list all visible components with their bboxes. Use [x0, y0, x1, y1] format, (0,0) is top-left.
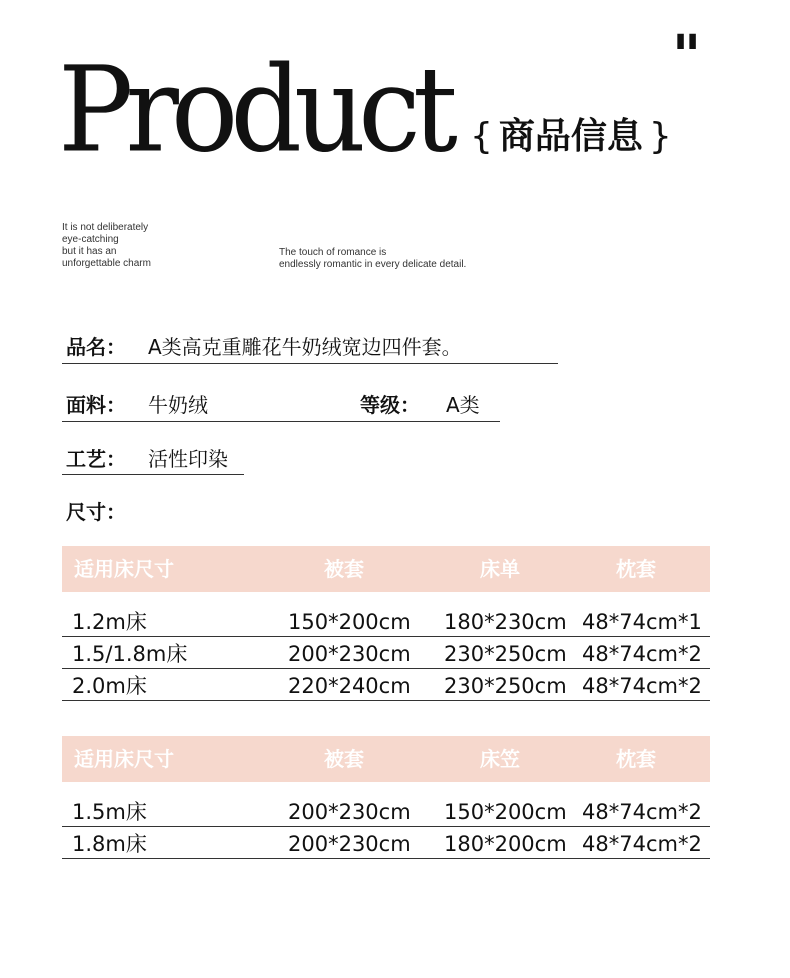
table-header-cell: 床单: [480, 557, 520, 581]
table-cell: 200*230cm: [288, 642, 411, 666]
table-header-cell: 适用床尺寸: [74, 747, 174, 771]
size-table-2-header: [62, 736, 710, 782]
divider: [62, 474, 244, 475]
tagline-line: endlessly romantic in every delicate detail.: [279, 259, 467, 270]
page-title: Product: [58, 42, 450, 180]
table-cell: 150*200cm: [444, 800, 567, 824]
tagline-right: [279, 247, 466, 271]
brace-open: {: [470, 116, 493, 157]
table-cell: 48*74cm*1: [582, 610, 702, 634]
table-cell: 220*240cm: [288, 674, 411, 698]
fabric-value: 牛奶绒: [148, 393, 208, 417]
craft-value: 活性印染: [148, 447, 228, 471]
tagline-line: but it has an: [62, 246, 117, 257]
subtitle-text: 商品信息: [498, 116, 643, 157]
table-row: [62, 669, 710, 701]
table-cell: 200*230cm: [288, 832, 411, 856]
tagline-left: [62, 222, 151, 270]
table-cell: 48*74cm*2: [582, 800, 702, 824]
table-cell: 1.5/1.8m床: [72, 642, 188, 666]
table-cell: 180*230cm: [444, 610, 567, 634]
table-row: [62, 637, 710, 669]
size-table-1-header: [62, 546, 710, 592]
table-row: [62, 795, 710, 827]
table-cell: 150*200cm: [288, 610, 411, 634]
name-label: 品名：: [66, 335, 126, 359]
table-header-cell: 被套: [324, 747, 364, 771]
table-header-cell: 枕套: [616, 747, 656, 771]
subtitle: [470, 108, 672, 159]
table-cell: 1.2m床: [72, 610, 147, 634]
tagline-line: eye-catching: [62, 234, 119, 245]
grade-value: A类: [446, 393, 480, 417]
craft-label: 工艺：: [66, 447, 126, 471]
table-header-cell: 被套: [324, 557, 364, 581]
table-cell: 2.0m床: [72, 674, 147, 698]
table-cell: 230*250cm: [444, 674, 567, 698]
brace-close: }: [648, 116, 672, 157]
fabric-label: 面料：: [66, 393, 126, 417]
divider: [62, 421, 500, 422]
quote-mark: ": [672, 23, 702, 89]
tagline-line: It is not deliberately: [62, 222, 149, 233]
divider: [62, 363, 558, 364]
table-cell: 1.8m床: [72, 832, 147, 856]
name-value: A类高克重雕花牛奶绒宽边四件套。: [148, 335, 462, 359]
table-row: [62, 605, 710, 637]
tagline-line: The touch of romance is: [279, 247, 387, 258]
table-cell: 48*74cm*2: [582, 674, 702, 698]
table-cell: 230*250cm: [444, 642, 567, 666]
table-header-cell: 适用床尺寸: [74, 557, 174, 581]
size-label: 尺寸：: [66, 500, 126, 524]
table-cell: 48*74cm*2: [582, 642, 702, 666]
tagline-line: unforgettable charm: [62, 258, 151, 269]
table-row: [62, 827, 710, 859]
table-cell: 180*200cm: [444, 832, 567, 856]
grade-label: 等级：: [360, 393, 420, 417]
table-header-cell: 枕套: [616, 557, 656, 581]
table-cell: 48*74cm*2: [582, 832, 702, 856]
table-header-cell: 床笠: [480, 747, 520, 771]
table-cell: 1.5m床: [72, 800, 147, 824]
table-cell: 200*230cm: [288, 800, 411, 824]
